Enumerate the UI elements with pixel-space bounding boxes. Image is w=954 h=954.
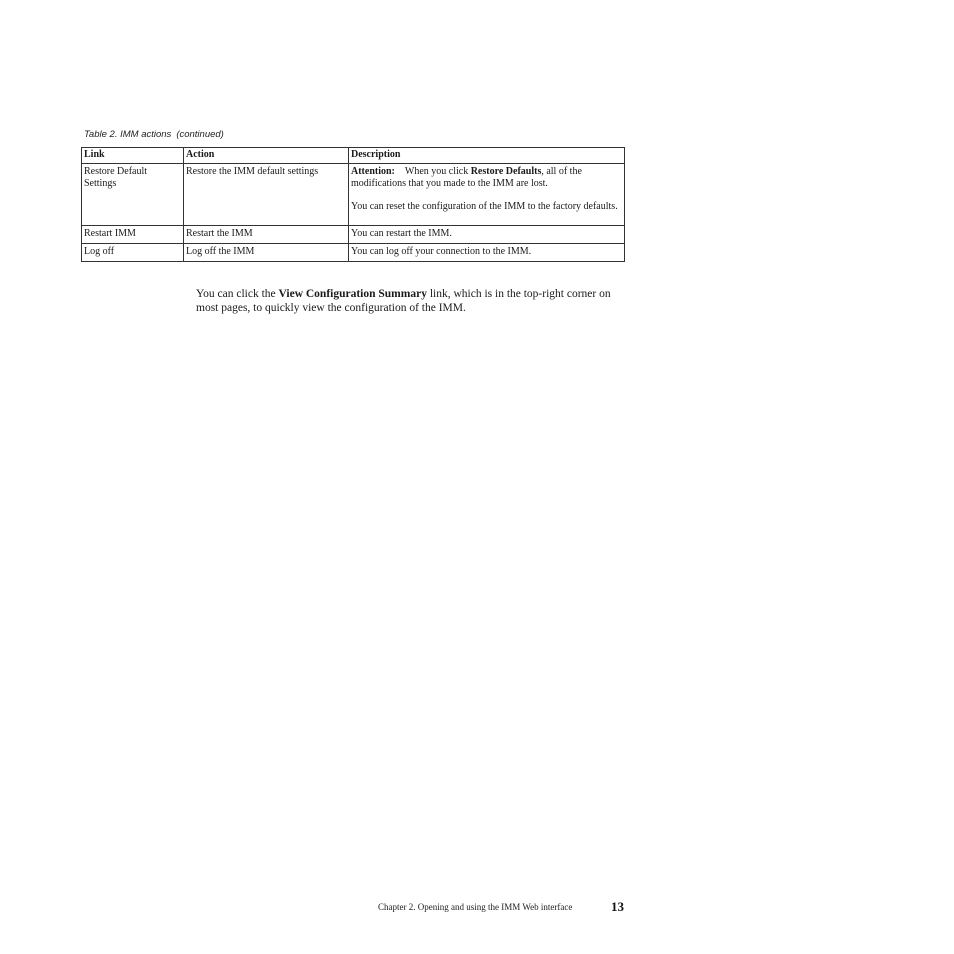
table-caption-label: Table 2. IMM actions [84,129,172,140]
paragraph-text-pre: You can click the [196,288,279,300]
cell-description: You can log off your connection to the IMM. [349,244,625,262]
attention-label: Attention: [351,166,395,177]
attention-text-bold: Restore Defaults [470,166,542,177]
cell-link: Log off [82,244,184,262]
attention-note [351,166,621,190]
cell-link: Restart IMM [82,226,184,244]
table-header-row [82,148,625,164]
page-footer-chapter: Chapter 2. Opening and using the IMM Web interface [378,902,573,912]
column-header-description: Description [349,148,625,164]
cell-action: Log off the IMM [184,244,349,262]
table-row [82,164,625,226]
table-caption [84,129,224,140]
cell-link: Restore Default Settings [82,164,184,226]
attention-text-post: , all of the modifications that you made to the IMM are lost. [351,166,582,189]
table-row [82,226,625,244]
imm-actions-table [81,147,625,262]
table-caption-continued: (continued) [176,129,224,140]
body-paragraph [196,288,616,315]
cell-description: You can restart the IMM. [349,226,625,244]
column-header-action: Action [184,148,349,164]
table-row [82,244,625,262]
cell-action: Restart the IMM [184,226,349,244]
page-number: 13 [611,899,624,914]
cell-action: Restore the IMM default settings [184,164,349,226]
cell-description [349,164,625,226]
column-header-link: Link [82,148,184,164]
paragraph-text-bold: View Configuration Summary [278,288,427,300]
attention-text-pre: When you click [404,166,471,177]
description-second-paragraph: You can reset the configuration of the IMM to the factory defaults. [351,201,618,212]
paragraph-text-post: link, which is in the top-right corner on most pages, to quickly view the configuration of the IMM. [196,288,611,314]
